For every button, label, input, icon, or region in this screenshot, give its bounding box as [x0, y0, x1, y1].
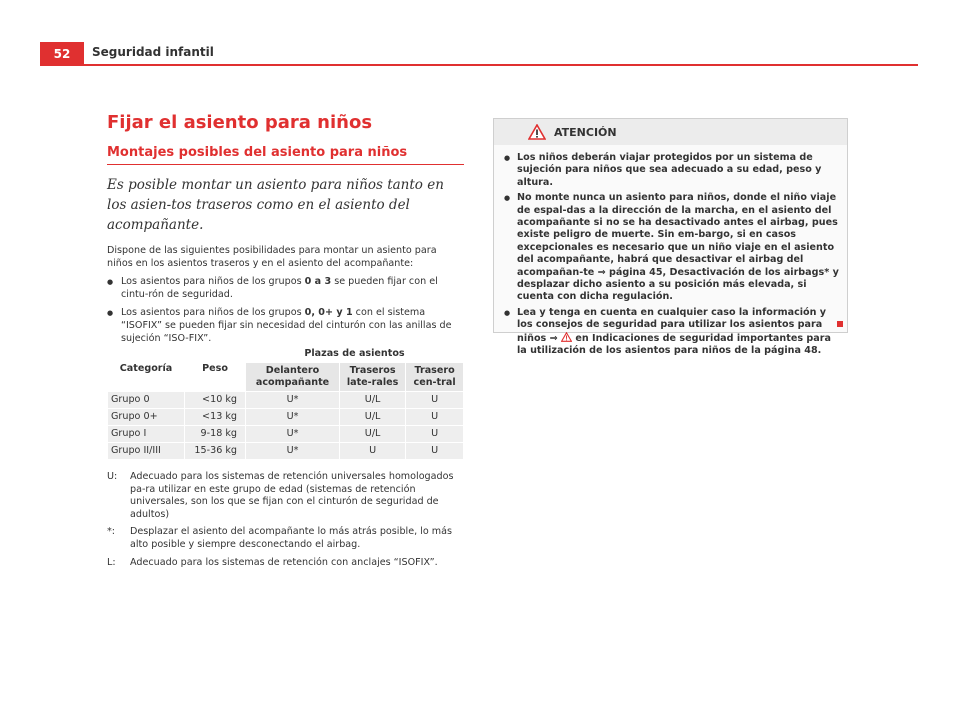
end-marker-icon — [837, 321, 843, 327]
column-header-front: Delantero acompañante — [246, 363, 339, 391]
page-number: 52 — [40, 42, 84, 66]
warning-triangle-icon — [561, 332, 572, 342]
body-paragraph: Dispone de las siguientes posibilidades para montar un asiento para niños en los asientos traseros y en el asiento del acompañante: — [107, 245, 437, 269]
warning-body — [504, 152, 840, 361]
warning-header — [494, 119, 847, 145]
warning-box — [493, 118, 848, 357]
warning-triangle-icon — [528, 124, 546, 140]
list-item: ● Los asientos para niños de los grupos 0 a 3 se pueden fijar con el cintu-rón de seguridad. — [107, 276, 464, 301]
intro-text: Es posible montar un asiento para niños tanto en los asien-tos traseros como en el asiento del acompañante. — [107, 177, 444, 233]
list-item: ● No monte nunca un asiento para niños, donde el niño viaje de espal-das a la dirección de la marcha, en el asiento del acompañante si no se ha desactivado antes el airbag, pues existe peligro de muerte. Sin em-bargo, si en casos excepcionales es necesario que un niño viaje en el asiento del acompañante, habrá que desactivar el airbag del acompañan-te ⇒ página 45, Desactivación de los airbags* y desplazar dicho asiento a su posición más elevada, si cuenta con dicha regulación. — [504, 192, 840, 304]
list-item: ● Lea y tenga en cuenta en cualquier caso la información y los consejos de seguridad para utilizar los asientos para niños ⇒ en Indicaciones de seguridad importantes para la utilización de los asientos para niños de la página 48. — [504, 307, 840, 358]
table-row: Grupo I 9-18 kg U* U/L U — [108, 426, 463, 442]
table-row: Grupo 0 <10 kg U* U/L U — [108, 392, 463, 408]
legend-item: *: Desplazar el asiento del acompañante lo más atrás posible, lo más alto posible y siempre desconectando el airbag. — [107, 526, 453, 550]
legend-item: U: Adecuado para los sistemas de retención universales homologados pa-ra utilizar en este grupo de edad (sistemas de retención universales, son los que se fijan con el cinturón de seguridad de adultos) — [107, 471, 454, 520]
table-row: Grupo 0+ <13 kg U* U/L U — [108, 409, 463, 425]
page-header — [40, 42, 918, 66]
column-header-rear-center: Trasero cen-tral — [406, 363, 463, 391]
header-divider — [84, 64, 918, 66]
column-header-places: Plazas de asientos — [304, 348, 405, 359]
legend-item: L: Adecuado para los sistemas de retención con anclajes “ISOFIX”. — [107, 556, 438, 568]
list-item: ● Los asientos para niños de los grupos 0, 0+ y 1 con el sistema “ISOFIX” se pueden fijar sin necesidad del cinturón con las anillas de sujeción “ISO-FIX”. — [107, 307, 464, 345]
column-header-rear-side: Traseros late-rales — [340, 363, 405, 391]
column-header-category: Categoría — [119, 362, 173, 374]
chapter-title: Seguridad infantil — [92, 45, 214, 59]
subsection-title: Montajes posibles del asiento para niños — [107, 145, 464, 165]
left-column — [107, 112, 464, 351]
table-legend — [107, 471, 464, 574]
list-item: ● Los niños deberán viajar protegidos por un sistema de sujeción para niños que sea adecuado a su edad, peso y altura. — [504, 152, 840, 189]
column-header-weight: Peso — [202, 362, 228, 374]
table-row: Grupo II/III 15-36 kg U* U U — [108, 443, 463, 459]
section-title: Fijar el asiento para niños — [107, 112, 373, 133]
warning-title: ATENCIÓN — [554, 126, 617, 139]
seat-table — [107, 345, 464, 460]
